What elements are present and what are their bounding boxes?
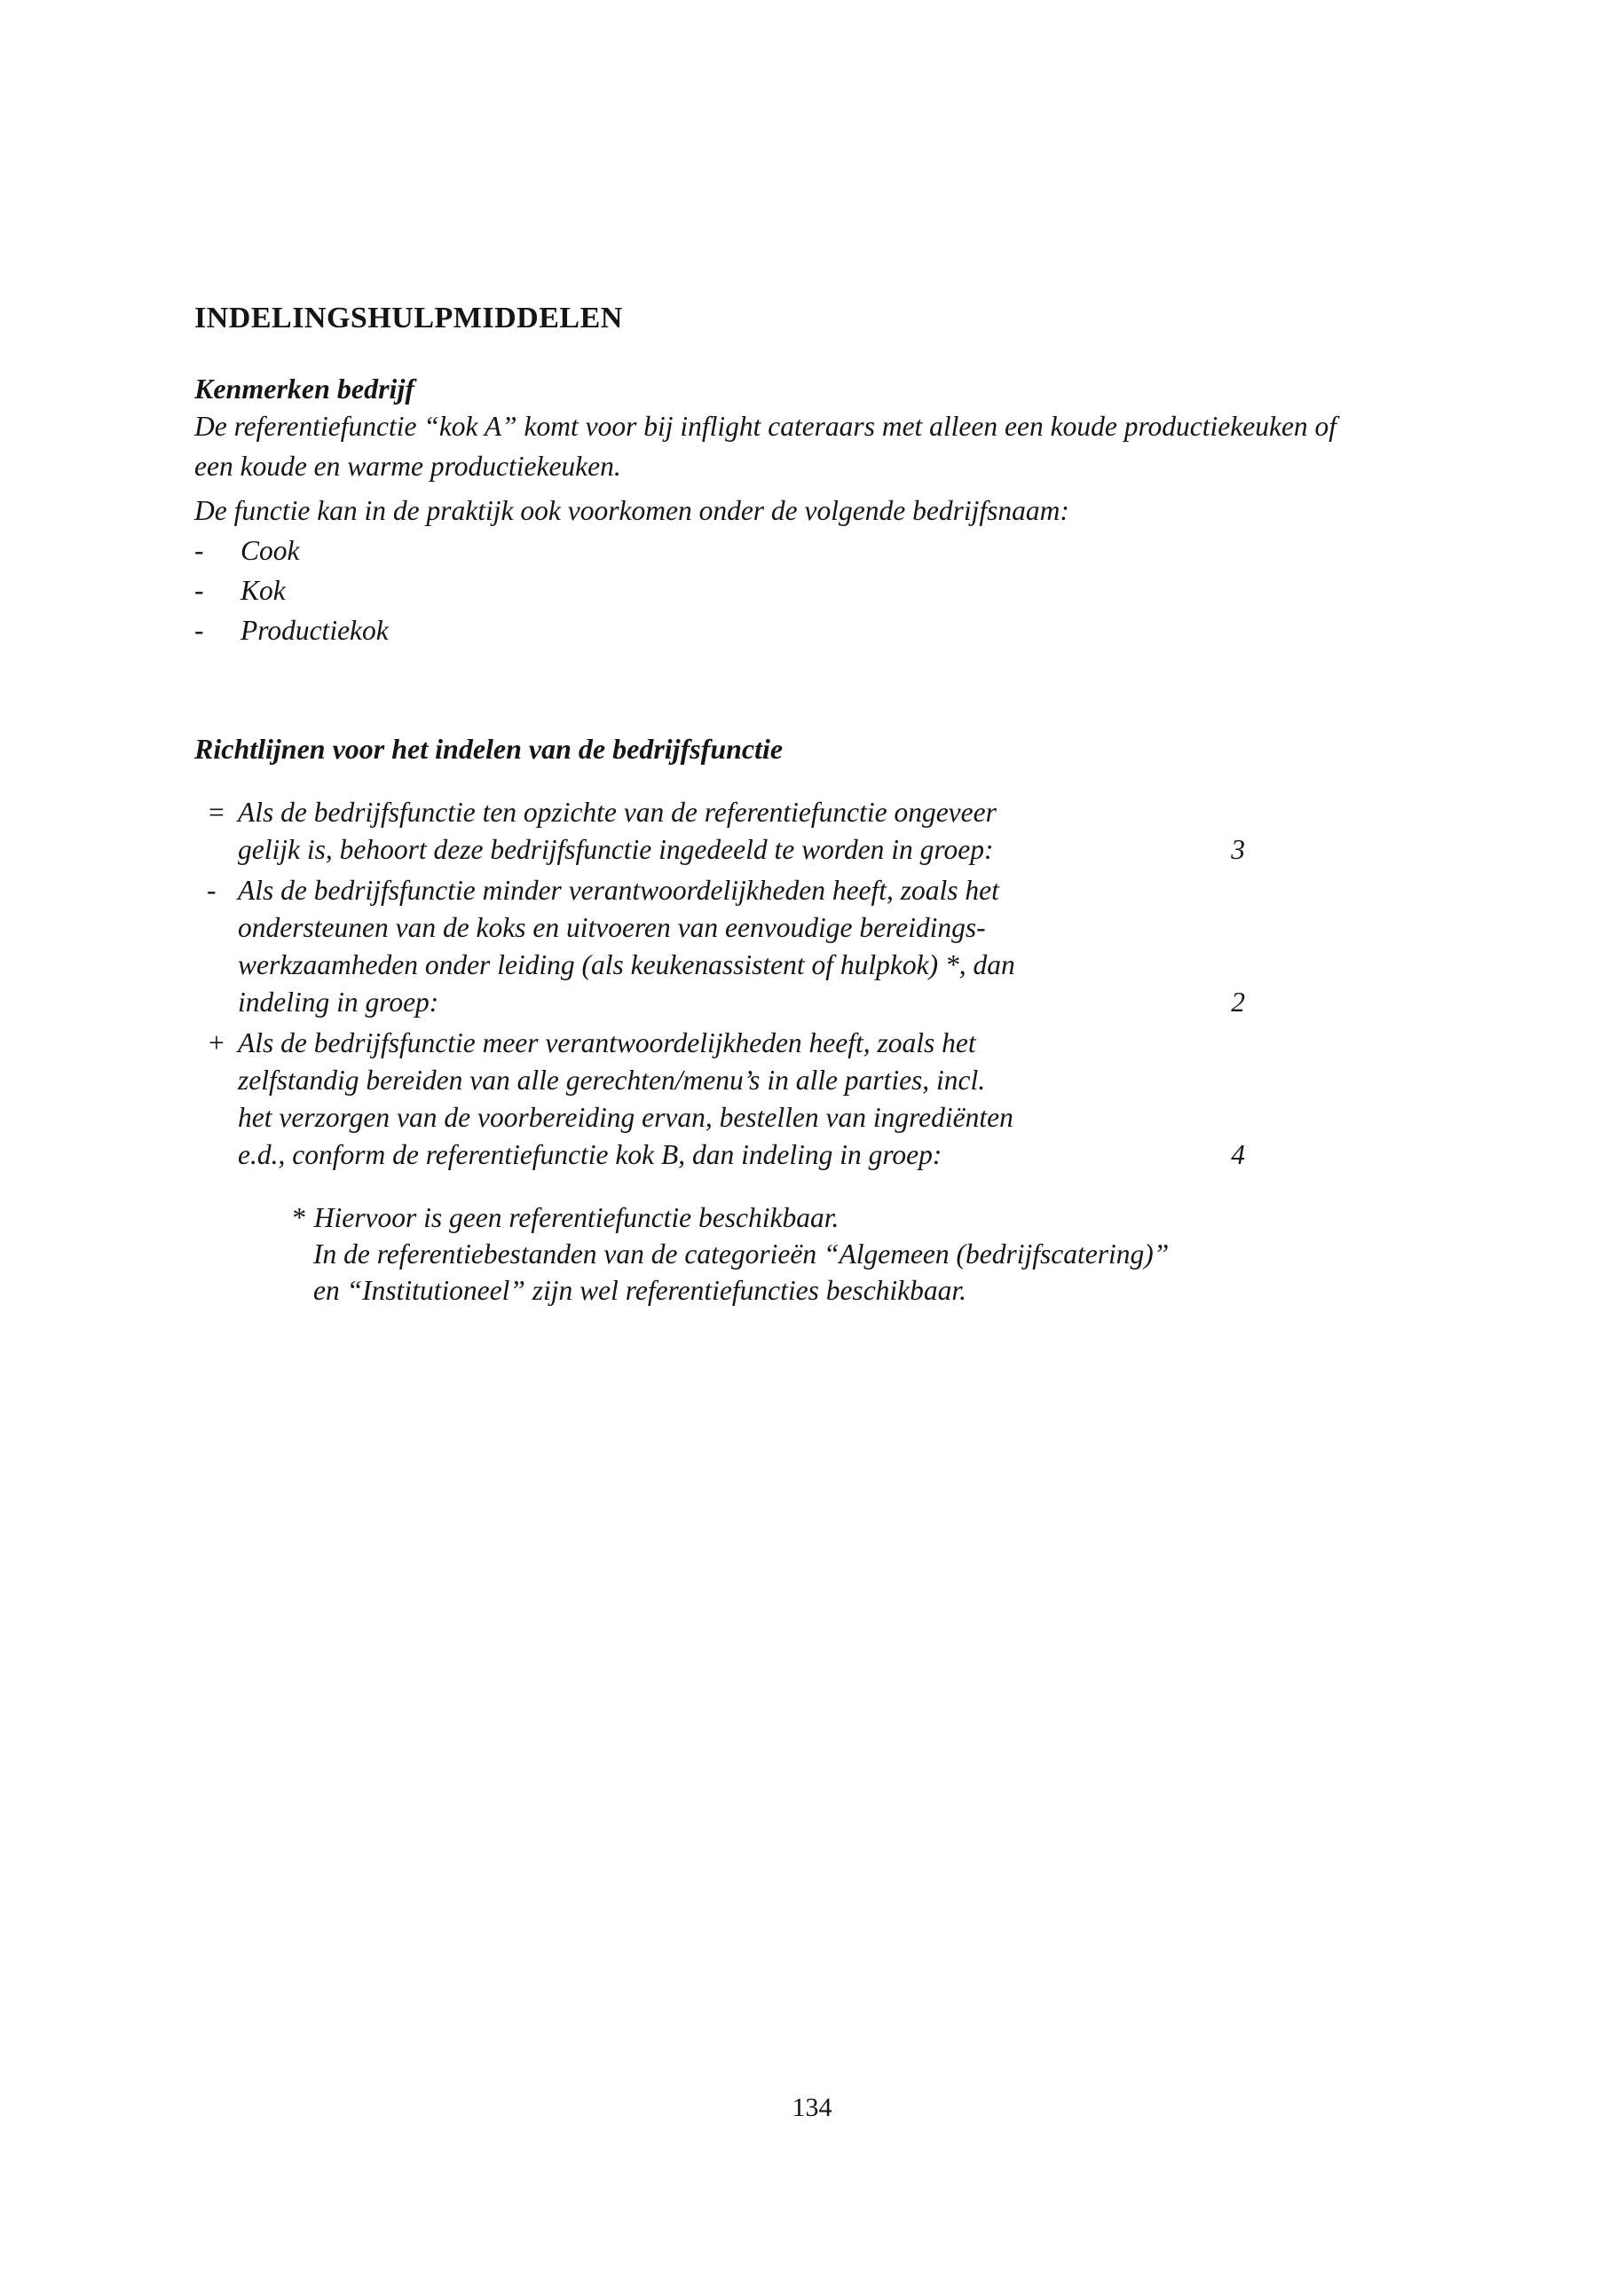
guideline-marker-plus: + xyxy=(207,1027,226,1058)
page-title: INDELINGSHULPMIDDELEN xyxy=(194,302,623,334)
guideline-item-plus xyxy=(207,1025,1245,1174)
list-item xyxy=(194,531,1336,570)
guideline-line: Als de bedrijfsfunctie meer verantwoordelijkheden heeft, zoals het xyxy=(238,1027,976,1058)
guideline-marker-equal: = xyxy=(207,797,226,828)
list-item xyxy=(194,570,1336,610)
guideline-item-minus xyxy=(207,872,1245,1021)
list-item-label: Productiekok xyxy=(240,615,389,646)
richtlijnen-heading: Richtlijnen voor het indelen van de bedrijfsfunctie xyxy=(194,733,784,765)
kenmerken-intro-line: De functie kan in de praktijk ook voorkomen onder de volgende bedrijfsnaam: xyxy=(194,495,1069,526)
footnote-line: In de referentiebestanden van de categorieën “Algemeen (bedrijfscatering)” xyxy=(313,1238,1170,1270)
list-item-dash: - xyxy=(194,615,204,646)
list-item xyxy=(194,610,1336,650)
footnote-text: Hiervoor is geen referentiefunctie beschikbaar. xyxy=(313,1202,840,1233)
richtlijnen-list xyxy=(207,794,1245,1177)
section-kenmerken xyxy=(194,371,1336,650)
guideline-line: Als de bedrijfsfunctie minder verantwoordelijkheden heeft, zoals het xyxy=(238,875,999,906)
kenmerken-paragraph xyxy=(194,406,1336,486)
footnote-line: en “Institutioneel” zijn wel referentiefuncties beschikbaar. xyxy=(313,1275,967,1306)
guideline-line: ondersteunen van de koks en uitvoeren van eenvoudige bereidings- xyxy=(238,912,986,943)
guideline-line: gelijk is, behoort deze bedrijfsfunctie ingedeeld te worden in groep: xyxy=(238,834,994,865)
list-item-label: Kok xyxy=(240,575,286,606)
group-number: 4 xyxy=(1231,1139,1245,1170)
guideline-text xyxy=(238,1025,1245,1174)
list-item-label: Cook xyxy=(240,535,300,566)
kenmerken-heading: Kenmerken bedrijf xyxy=(194,373,414,405)
guideline-item-equal xyxy=(207,794,1245,869)
guideline-text xyxy=(238,872,1245,1021)
guideline-line: e.d., conform de referentiefunctie kok B, dan indeling in groep: xyxy=(238,1139,942,1170)
footnote xyxy=(291,1199,1169,1309)
group-number: 2 xyxy=(1231,987,1245,1018)
list-item-dash: - xyxy=(194,575,204,606)
guideline-marker-minus: - xyxy=(207,875,217,906)
guideline-line: werkzaamheden onder leiding (als keukenassistent of hulpkok) *, dan xyxy=(238,949,1015,980)
group-number: 3 xyxy=(1231,834,1245,865)
guideline-line: het verzorgen van de voorbereiding ervan, bestellen van ingrediënten xyxy=(238,1102,1013,1133)
guideline-line: indeling in groep: xyxy=(238,987,439,1018)
paragraph-line: een koude en warme productiekeuken. xyxy=(194,451,621,482)
alternative-names-list xyxy=(194,531,1336,650)
page-number: 134 xyxy=(792,2093,832,2122)
list-item-dash: - xyxy=(194,535,204,566)
paragraph-line: De referentiefunctie “kok A” komt voor bij inflight cateraars met alleen een koude productiekeuken of xyxy=(194,411,1337,442)
guideline-line: zelfstandig bereiden van alle gerechten/menu’s in alle parties, incl. xyxy=(238,1065,986,1096)
asterisk-marker: * xyxy=(291,1202,305,1233)
guideline-line: Als de bedrijfsfunctie ten opzichte van de referentiefunctie ongeveer xyxy=(238,797,997,828)
guideline-text xyxy=(238,794,1245,869)
footnote-line xyxy=(291,1199,1169,1236)
